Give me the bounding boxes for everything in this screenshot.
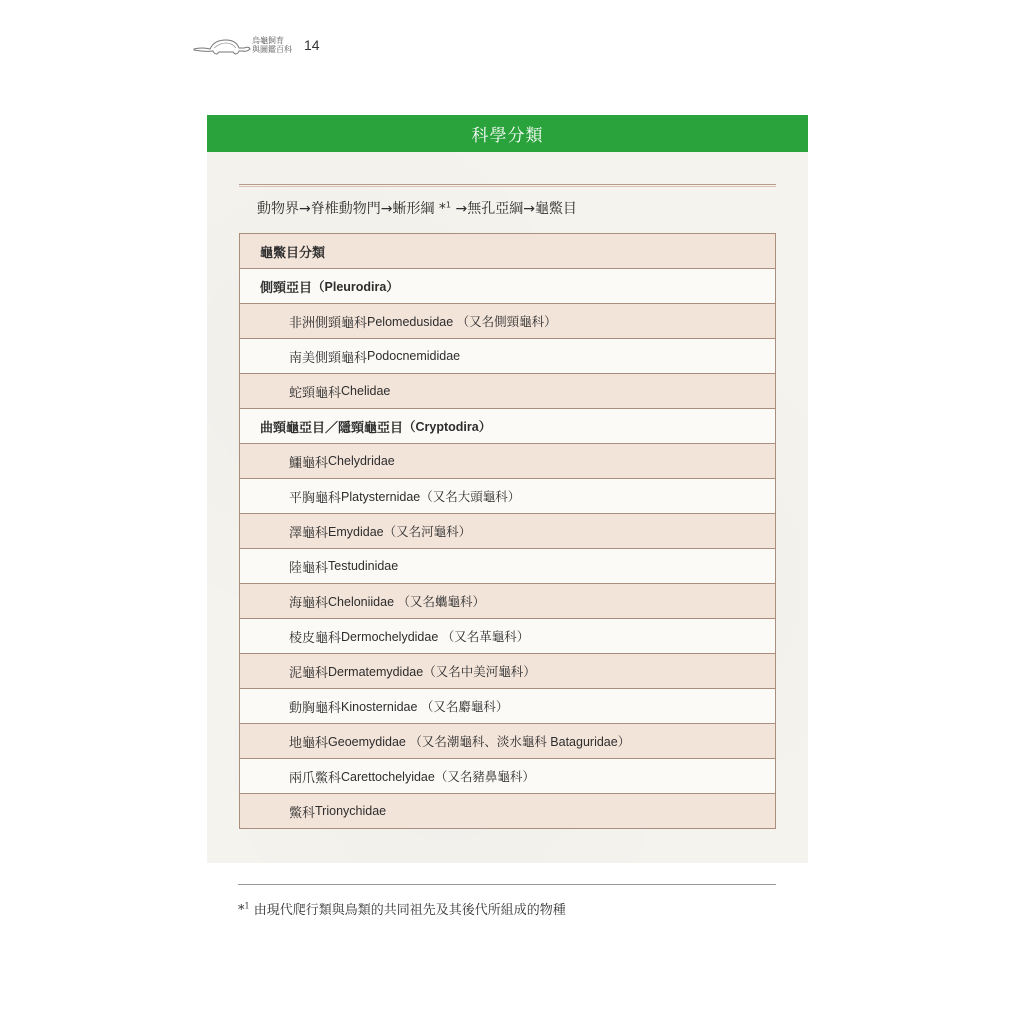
family-row — [240, 304, 775, 339]
lineage-before: 動物界→脊椎動物門→蜥形綱 — [257, 201, 439, 217]
lineage-marker: * — [438, 201, 446, 217]
family-row — [240, 584, 775, 619]
family-row — [240, 479, 775, 514]
table-header-label: 龜鱉目分類 — [260, 245, 326, 261]
chinese-name: 動胸龜科 — [289, 700, 342, 716]
latin-name: Kinosternidae （又名麝龜科） — [341, 700, 509, 714]
family-row — [240, 794, 775, 829]
footnote-divider — [238, 884, 776, 885]
family-row — [240, 689, 775, 724]
latin-name: Chelydridae — [328, 454, 395, 468]
chinese-name: 非洲側頸龜科 — [289, 315, 368, 331]
footnote-marker: * — [238, 903, 245, 918]
family-row — [240, 724, 775, 759]
latin-name: （Pleurodira） — [312, 280, 399, 294]
chinese-name: 曲頸龜亞目／隱頸龜亞目 — [260, 420, 404, 436]
latin-name: Geoemydidae （又名潮龜科、淡水龜科 Bataguridae） — [328, 735, 631, 749]
classification-table — [239, 233, 776, 829]
chinese-name: 鱷龜科 — [289, 455, 329, 471]
book-title-line1: 烏龜飼育 — [252, 36, 284, 45]
latin-name: Trionychidae — [315, 804, 387, 818]
latin-name: （Cryptodira） — [403, 420, 492, 434]
chinese-name: 兩爪鱉科 — [289, 770, 342, 786]
section-title: 科學分類 — [471, 126, 544, 146]
latin-name: Podocnemididae — [367, 349, 461, 363]
latin-name: Dermatemydidae（又名中美河龜科） — [328, 665, 536, 679]
chinese-name: 鱉科 — [289, 805, 316, 821]
chinese-name: 海龜科 — [289, 595, 329, 611]
taxonomy-lineage — [257, 198, 577, 218]
chinese-name: 泥龜科 — [289, 665, 329, 681]
family-row — [240, 444, 775, 479]
footnote — [238, 899, 566, 918]
lineage-after: →無孔亞綱→龜鱉目 — [451, 201, 577, 217]
turtle-icon — [192, 34, 252, 56]
chinese-name: 平胸龜科 — [289, 490, 342, 506]
suborder-row — [240, 269, 775, 304]
chinese-name: 南美側頸龜科 — [289, 350, 368, 366]
section-title-bar — [207, 115, 808, 152]
footnote-text: 由現代爬行類與鳥類的共同祖先及其後代所組成的物種 — [249, 903, 566, 918]
book-title — [252, 36, 292, 54]
panel-divider — [239, 184, 776, 187]
family-row — [240, 654, 775, 689]
latin-name: Platysternidae（又名大頭龜科） — [341, 490, 521, 504]
chinese-name: 地龜科 — [289, 735, 329, 751]
family-row — [240, 619, 775, 654]
chinese-name: 澤龜科 — [289, 525, 329, 541]
chinese-name: 側頸亞目 — [260, 280, 313, 296]
latin-name: Dermochelydidae （又名革龜科） — [341, 630, 530, 644]
latin-name: Carettochelyidae（又名豬鼻龜科） — [341, 770, 535, 784]
latin-name: Chelidae — [341, 384, 391, 398]
latin-name: Emydidae（又名河龜科） — [328, 525, 472, 539]
footnote-marker-number: 1 — [244, 901, 250, 911]
family-row — [240, 514, 775, 549]
family-row — [240, 549, 775, 584]
chinese-name: 陸龜科 — [289, 560, 329, 576]
table-header — [240, 234, 775, 269]
lineage-marker-number: 1 — [445, 200, 452, 210]
latin-name: Testudinidae — [328, 559, 399, 573]
latin-name: Pelomedusidae （又名側頸龜科） — [367, 315, 557, 329]
latin-name: Cheloniidae （又名蠵龜科） — [328, 595, 486, 609]
family-row — [240, 759, 775, 794]
family-row — [240, 339, 775, 374]
running-head — [192, 32, 320, 58]
chinese-name: 棱皮龜科 — [289, 630, 342, 646]
chinese-name: 蛇頸龜科 — [289, 385, 342, 401]
page-number: 14 — [304, 37, 320, 53]
family-row — [240, 374, 775, 409]
content-panel — [207, 152, 808, 863]
suborder-row — [240, 409, 775, 444]
book-title-line2: 與圖鑑百科 — [252, 45, 292, 54]
